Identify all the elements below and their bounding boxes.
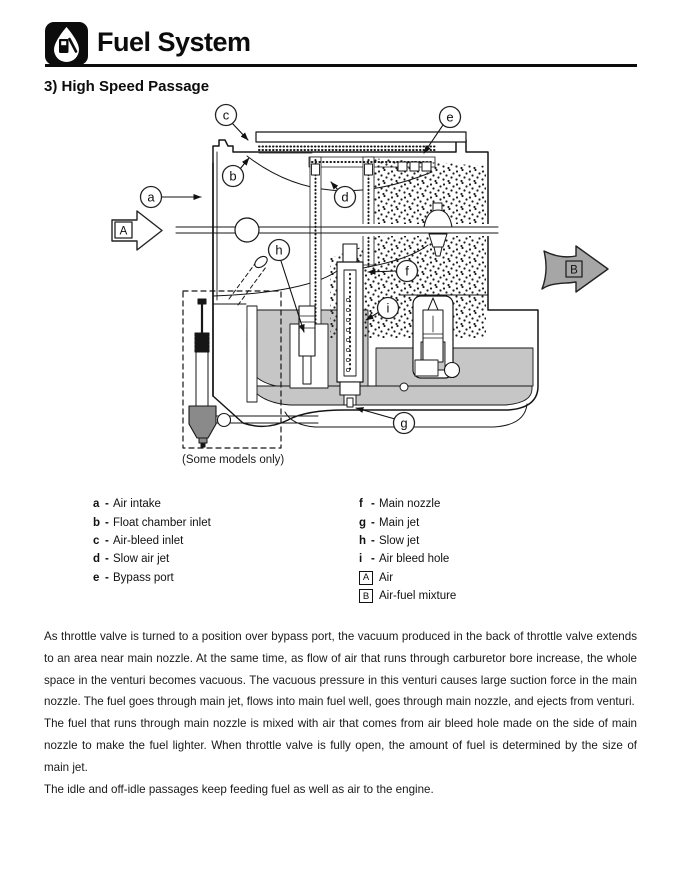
legend-item-air: A Air xyxy=(359,569,456,587)
legend-item-b: b - Float chamber inlet xyxy=(93,516,211,529)
legend-item-e: e - Bypass port xyxy=(93,571,174,584)
air-flow-arrow xyxy=(112,211,162,250)
paragraph-3: The idle and off-idle passages keep feeding fuel as well as air to the engine. xyxy=(44,782,434,796)
legend-item-c: c - Air-bleed inlet xyxy=(93,534,184,547)
legend-item-i: i - Air bleed hole xyxy=(359,553,450,566)
legend-item-air-fuel-mixture: B Air-fuel mixture xyxy=(359,587,456,605)
paragraph-2: The fuel that runs through main nozzle is mixed with air that comes from air bleed hole made on the side of main nozzle to make the fuel lighter. When throttle valve is fully open, the amount of fuel is determined by the size of main jet. xyxy=(44,717,637,774)
air-flow-label: A xyxy=(119,225,128,238)
callout-d: d xyxy=(341,189,349,205)
legend-item-g: g - Main jet xyxy=(359,516,420,529)
legend-item-h: h - Slow jet xyxy=(359,534,420,547)
page-title: Fuel System xyxy=(97,27,251,57)
mixture-flow-label: B xyxy=(570,264,578,277)
carburetor-diagram xyxy=(85,100,615,478)
boxed-letter-b: B xyxy=(359,589,373,603)
main-nozzle xyxy=(337,244,363,382)
legend-item-a: a - Air intake xyxy=(93,498,161,511)
callout-h: h xyxy=(275,242,283,258)
legend-right-column xyxy=(359,495,456,605)
description-text xyxy=(44,626,637,800)
callout-i: i xyxy=(386,300,390,316)
callout-f: f xyxy=(405,263,409,279)
mixture-flow-arrow xyxy=(542,246,608,292)
callout-c: c xyxy=(222,107,230,123)
some-models-note: (Some models only) xyxy=(182,454,285,466)
paragraph-1: As throttle valve is turned to a position over bypass port, the vacuum produced in the back of throttle valve extends to an area near main nozzle. At the same time, as flow of air that runs through carburetor bore increase, the whole space in the venturi becomes vacuous. The vacuous pressure in this venturi causes large suction force in the main nozzle. The fuel goes through main jet, flows into main fuel well, goes through main nozzle, and ejects from venturi. xyxy=(44,630,637,709)
legend-item-d: d - Slow air jet xyxy=(93,553,170,566)
callout-e: e xyxy=(446,109,454,125)
callout-a: a xyxy=(147,189,155,205)
header-rule xyxy=(45,64,637,67)
legend-item-f: f - Main nozzle xyxy=(359,498,441,511)
boxed-letter-a: A xyxy=(359,571,373,585)
fuel-pump-icon xyxy=(45,22,88,65)
bypass-ports xyxy=(398,162,431,171)
callout-b: b xyxy=(229,168,237,184)
callout-g: g xyxy=(400,415,408,431)
section-title: 3) High Speed Passage xyxy=(44,78,210,95)
legend-left-column xyxy=(93,495,211,587)
